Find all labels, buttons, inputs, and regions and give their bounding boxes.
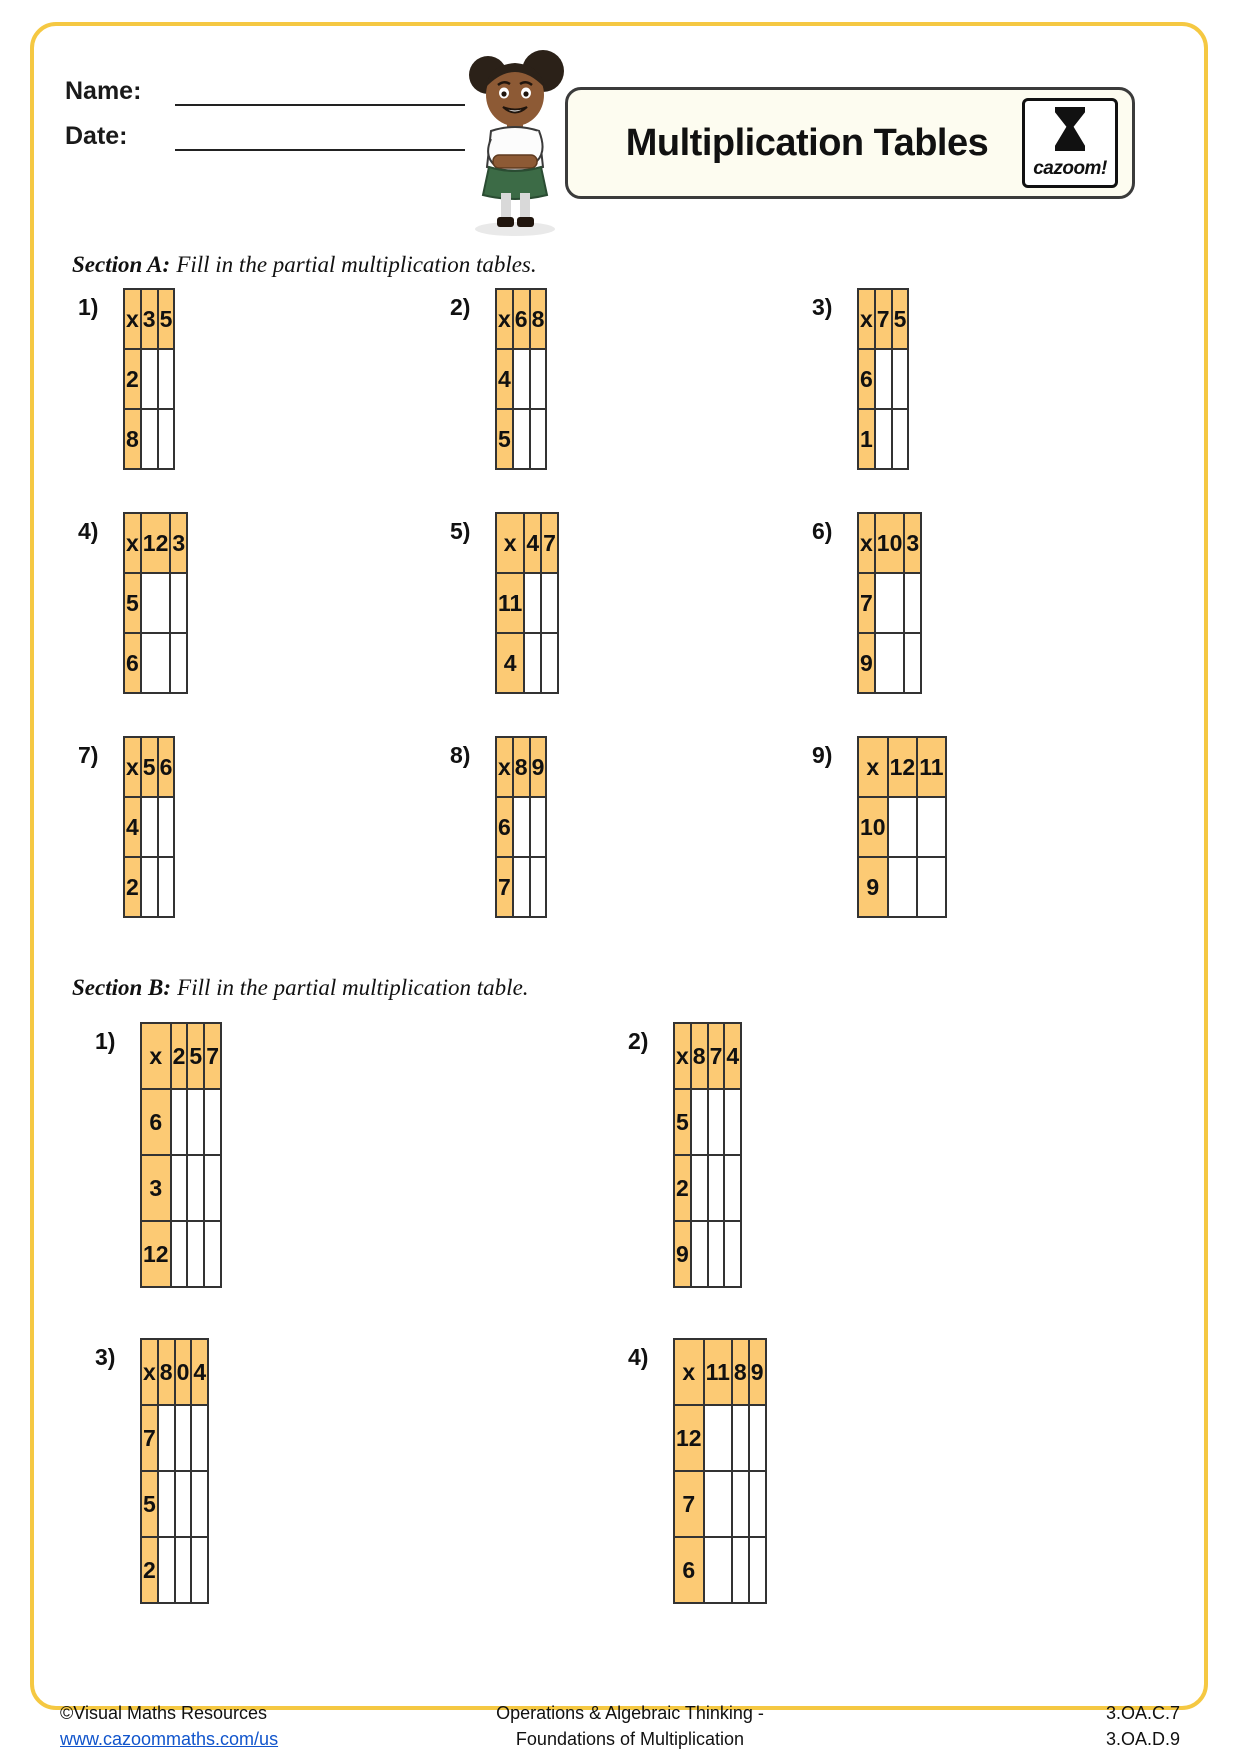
answer-cell[interactable] — [875, 349, 892, 409]
answer-cell[interactable] — [141, 573, 171, 633]
col-header: 3 — [141, 289, 158, 349]
grid-corner: x — [124, 737, 141, 797]
answer-cell[interactable] — [158, 1537, 175, 1603]
row-header: 6 — [141, 1089, 171, 1155]
question-number: 3) — [812, 294, 833, 320]
answer-cell[interactable] — [892, 349, 909, 409]
question-number: 7) — [78, 742, 99, 768]
answer-cell[interactable] — [732, 1471, 749, 1537]
col-header: 11 — [917, 737, 945, 797]
multiplication-grid[interactable] — [495, 288, 547, 470]
standard-description-line2: Foundations of Multiplication — [515, 1729, 745, 1750]
answer-cell[interactable] — [541, 633, 558, 693]
section-b-heading — [72, 975, 529, 1001]
row-header: 6 — [858, 349, 875, 409]
answer-cell[interactable] — [141, 409, 158, 469]
row-header: 7 — [141, 1405, 158, 1471]
col-header: 12 — [888, 737, 918, 797]
col-header: 2 — [171, 1023, 188, 1089]
date-input-line[interactable] — [175, 127, 465, 151]
answer-cell[interactable] — [191, 1405, 208, 1471]
section-a-label: Section A: — [72, 252, 171, 277]
answer-cell[interactable] — [917, 797, 945, 857]
answer-cell[interactable] — [170, 573, 187, 633]
row-header: 2 — [141, 1537, 158, 1603]
row-header: 5 — [124, 573, 141, 633]
answer-cell[interactable] — [175, 1471, 192, 1537]
answer-cell[interactable] — [704, 1405, 732, 1471]
title-box — [565, 87, 1135, 199]
row-header: 7 — [674, 1471, 704, 1537]
grid-corner: x — [674, 1339, 704, 1405]
row-header: 11 — [496, 573, 524, 633]
name-field-row — [65, 77, 465, 106]
row-header: 7 — [496, 857, 513, 917]
student-mascot-illustration — [455, 47, 575, 237]
answer-cell[interactable] — [158, 1405, 175, 1471]
copyright-text: ©Visual Maths Resources — [60, 1703, 268, 1723]
answer-cell[interactable] — [708, 1221, 725, 1287]
question-number: 8) — [450, 742, 471, 768]
worksheet-header — [60, 55, 1180, 205]
col-header: 7 — [708, 1023, 725, 1089]
answer-cell[interactable] — [191, 1471, 208, 1537]
grid-corner: x — [496, 513, 524, 573]
multiplication-grid[interactable] — [495, 736, 547, 918]
answer-cell[interactable] — [171, 1221, 188, 1287]
answer-cell[interactable] — [524, 573, 541, 633]
col-header: 0 — [175, 1339, 192, 1405]
row-header: 6 — [124, 633, 141, 693]
answer-cell[interactable] — [158, 857, 175, 917]
row-header: 4 — [124, 797, 141, 857]
col-header: 11 — [704, 1339, 732, 1405]
col-header: 8 — [513, 737, 530, 797]
answer-cell[interactable] — [513, 797, 530, 857]
answer-cell[interactable] — [530, 409, 547, 469]
col-header: 7 — [875, 289, 892, 349]
section-b-instruction: Fill in the partial multiplication table. — [177, 975, 529, 1000]
col-header: 6 — [158, 737, 175, 797]
col-header: 4 — [191, 1339, 208, 1405]
multiplication-grid[interactable] — [123, 512, 188, 694]
footer-right — [1106, 1700, 1180, 1752]
row-header: 7 — [858, 573, 875, 633]
answer-cell[interactable] — [875, 409, 892, 469]
question-number: 3) — [95, 1344, 116, 1370]
answer-cell[interactable] — [204, 1089, 221, 1155]
multiplication-grid[interactable] — [857, 288, 909, 470]
col-header: 5 — [141, 737, 158, 797]
row-header: 2 — [124, 857, 141, 917]
answer-cell[interactable] — [888, 857, 918, 917]
multiplication-grid[interactable] — [673, 1338, 767, 1604]
answer-cell[interactable] — [204, 1221, 221, 1287]
col-header: 4 — [724, 1023, 741, 1089]
col-header: 3 — [904, 513, 921, 573]
row-header: 12 — [141, 1221, 171, 1287]
row-header: 12 — [674, 1405, 704, 1471]
question-number: 2) — [628, 1028, 649, 1054]
website-link[interactable]: www.cazoommaths.com/us — [60, 1729, 279, 1750]
answer-cell[interactable] — [904, 633, 921, 693]
question-number: 4) — [628, 1344, 649, 1370]
answer-cell[interactable] — [530, 349, 547, 409]
cazoom-logo — [1022, 98, 1118, 188]
multiplication-grid[interactable] — [140, 1338, 209, 1604]
answer-cell[interactable] — [888, 797, 918, 857]
col-header: 5 — [187, 1023, 204, 1089]
row-header: 5 — [141, 1471, 158, 1537]
answer-cell[interactable] — [158, 409, 175, 469]
grid-corner: x — [141, 1023, 171, 1089]
multiplication-grid[interactable] — [123, 288, 175, 470]
answer-cell[interactable] — [892, 409, 909, 469]
answer-cell[interactable] — [187, 1221, 204, 1287]
row-header: 5 — [496, 409, 513, 469]
answer-cell[interactable] — [513, 857, 530, 917]
question-number: 2) — [450, 294, 471, 320]
answer-cell[interactable] — [875, 573, 905, 633]
answer-cell[interactable] — [749, 1471, 766, 1537]
grid-corner: x — [858, 737, 888, 797]
multiplication-grid[interactable] — [857, 736, 947, 918]
col-header: 3 — [170, 513, 187, 573]
row-header: 6 — [496, 797, 513, 857]
answer-cell[interactable] — [530, 797, 547, 857]
row-header: 9 — [674, 1221, 691, 1287]
col-header: 6 — [513, 289, 530, 349]
row-header: 2 — [124, 349, 141, 409]
col-header: 8 — [530, 289, 547, 349]
grid-corner: x — [858, 289, 875, 349]
multiplication-grid[interactable] — [495, 512, 559, 694]
answer-cell[interactable] — [158, 349, 175, 409]
answer-cell[interactable] — [541, 573, 558, 633]
standard-description-line1: Operations & Algebraic Thinking - — [496, 1703, 764, 1723]
answer-cell[interactable] — [530, 857, 547, 917]
col-header: 5 — [158, 289, 175, 349]
answer-cell[interactable] — [524, 633, 541, 693]
answer-cell[interactable] — [141, 633, 171, 693]
question-number: 1) — [78, 294, 99, 320]
answer-cell[interactable] — [691, 1221, 708, 1287]
section-a-heading — [72, 252, 537, 278]
answer-cell[interactable] — [724, 1221, 741, 1287]
col-header: 12 — [141, 513, 171, 573]
answer-cell[interactable] — [708, 1089, 725, 1155]
grid-corner: x — [141, 1339, 158, 1405]
answer-cell[interactable] — [749, 1537, 766, 1603]
footer-center — [420, 1700, 840, 1752]
answer-cell[interactable] — [513, 349, 530, 409]
row-header: 2 — [674, 1155, 691, 1221]
section-a-instruction: Fill in the partial multiplication tables. — [176, 252, 537, 277]
grid-corner: x — [496, 737, 513, 797]
row-header: 6 — [674, 1537, 704, 1603]
answer-cell[interactable] — [175, 1405, 192, 1471]
question-number: 5) — [450, 518, 471, 544]
answer-cell[interactable] — [158, 1471, 175, 1537]
answer-cell[interactable] — [187, 1089, 204, 1155]
answer-cell[interactable] — [175, 1537, 192, 1603]
multiplication-grid[interactable] — [857, 512, 922, 694]
question-number: 1) — [95, 1028, 116, 1054]
grid-corner: x — [124, 513, 141, 573]
row-header: 4 — [496, 349, 513, 409]
answer-cell[interactable] — [513, 409, 530, 469]
answer-cell[interactable] — [724, 1089, 741, 1155]
row-header: 1 — [858, 409, 875, 469]
question-number: 6) — [812, 518, 833, 544]
question-number: 9) — [812, 742, 833, 768]
answer-cell[interactable] — [141, 797, 158, 857]
col-header: 5 — [892, 289, 909, 349]
answer-cell[interactable] — [917, 857, 945, 917]
col-header: 10 — [875, 513, 905, 573]
answer-cell[interactable] — [704, 1537, 732, 1603]
answer-cell[interactable] — [141, 857, 158, 917]
row-header: 5 — [674, 1089, 691, 1155]
answer-cell[interactable] — [171, 1155, 188, 1221]
question-number: 4) — [78, 518, 99, 544]
col-header: 8 — [691, 1023, 708, 1089]
col-header: 8 — [158, 1339, 175, 1405]
answer-cell[interactable] — [691, 1089, 708, 1155]
answer-cell[interactable] — [732, 1405, 749, 1471]
answer-cell[interactable] — [704, 1471, 732, 1537]
grid-corner: x — [496, 289, 513, 349]
row-header: 4 — [496, 633, 524, 693]
date-label: Date: — [65, 122, 128, 150]
hourglass-icon — [1055, 107, 1085, 151]
multiplication-grid[interactable] — [123, 736, 175, 918]
answer-cell[interactable] — [141, 349, 158, 409]
answer-cell[interactable] — [191, 1537, 208, 1603]
row-header: 3 — [141, 1155, 171, 1221]
answer-cell[interactable] — [875, 633, 905, 693]
row-header: 9 — [858, 633, 875, 693]
answer-cell[interactable] — [708, 1155, 725, 1221]
col-header: 9 — [530, 737, 547, 797]
name-label: Name: — [65, 77, 142, 105]
answer-cell[interactable] — [749, 1405, 766, 1471]
standard-code-1: 3.OA.C.7 — [1105, 1703, 1180, 1723]
row-header: 8 — [124, 409, 141, 469]
answer-cell[interactable] — [904, 573, 921, 633]
name-input-line[interactable] — [175, 82, 465, 106]
col-header: 7 — [541, 513, 558, 573]
row-header: 10 — [858, 797, 888, 857]
col-header: 7 — [204, 1023, 221, 1089]
footer-left — [60, 1700, 278, 1752]
answer-cell[interactable] — [170, 633, 187, 693]
col-header: 8 — [732, 1339, 749, 1405]
date-field-row — [65, 122, 465, 151]
grid-corner: x — [674, 1023, 691, 1089]
answer-cell[interactable] — [724, 1155, 741, 1221]
row-header: 9 — [858, 857, 888, 917]
answer-cell[interactable] — [171, 1089, 188, 1155]
grid-corner: x — [858, 513, 875, 573]
grid-corner: x — [124, 289, 141, 349]
answer-cell[interactable] — [158, 797, 175, 857]
multiplication-grid[interactable] — [140, 1022, 222, 1288]
page-title: Multiplication Tables — [625, 121, 989, 164]
multiplication-grid[interactable] — [673, 1022, 742, 1288]
col-header: 4 — [524, 513, 541, 573]
answer-cell[interactable] — [691, 1155, 708, 1221]
name-date-fields — [65, 77, 465, 167]
section-b-label: Section B: — [72, 975, 172, 1000]
logo-word: cazoom! — [1033, 158, 1107, 179]
answer-cell[interactable] — [204, 1155, 221, 1221]
col-header: 9 — [749, 1339, 766, 1405]
answer-cell[interactable] — [732, 1537, 749, 1603]
answer-cell[interactable] — [187, 1155, 204, 1221]
standard-code-2: 3.OA.D.9 — [1105, 1729, 1180, 1750]
